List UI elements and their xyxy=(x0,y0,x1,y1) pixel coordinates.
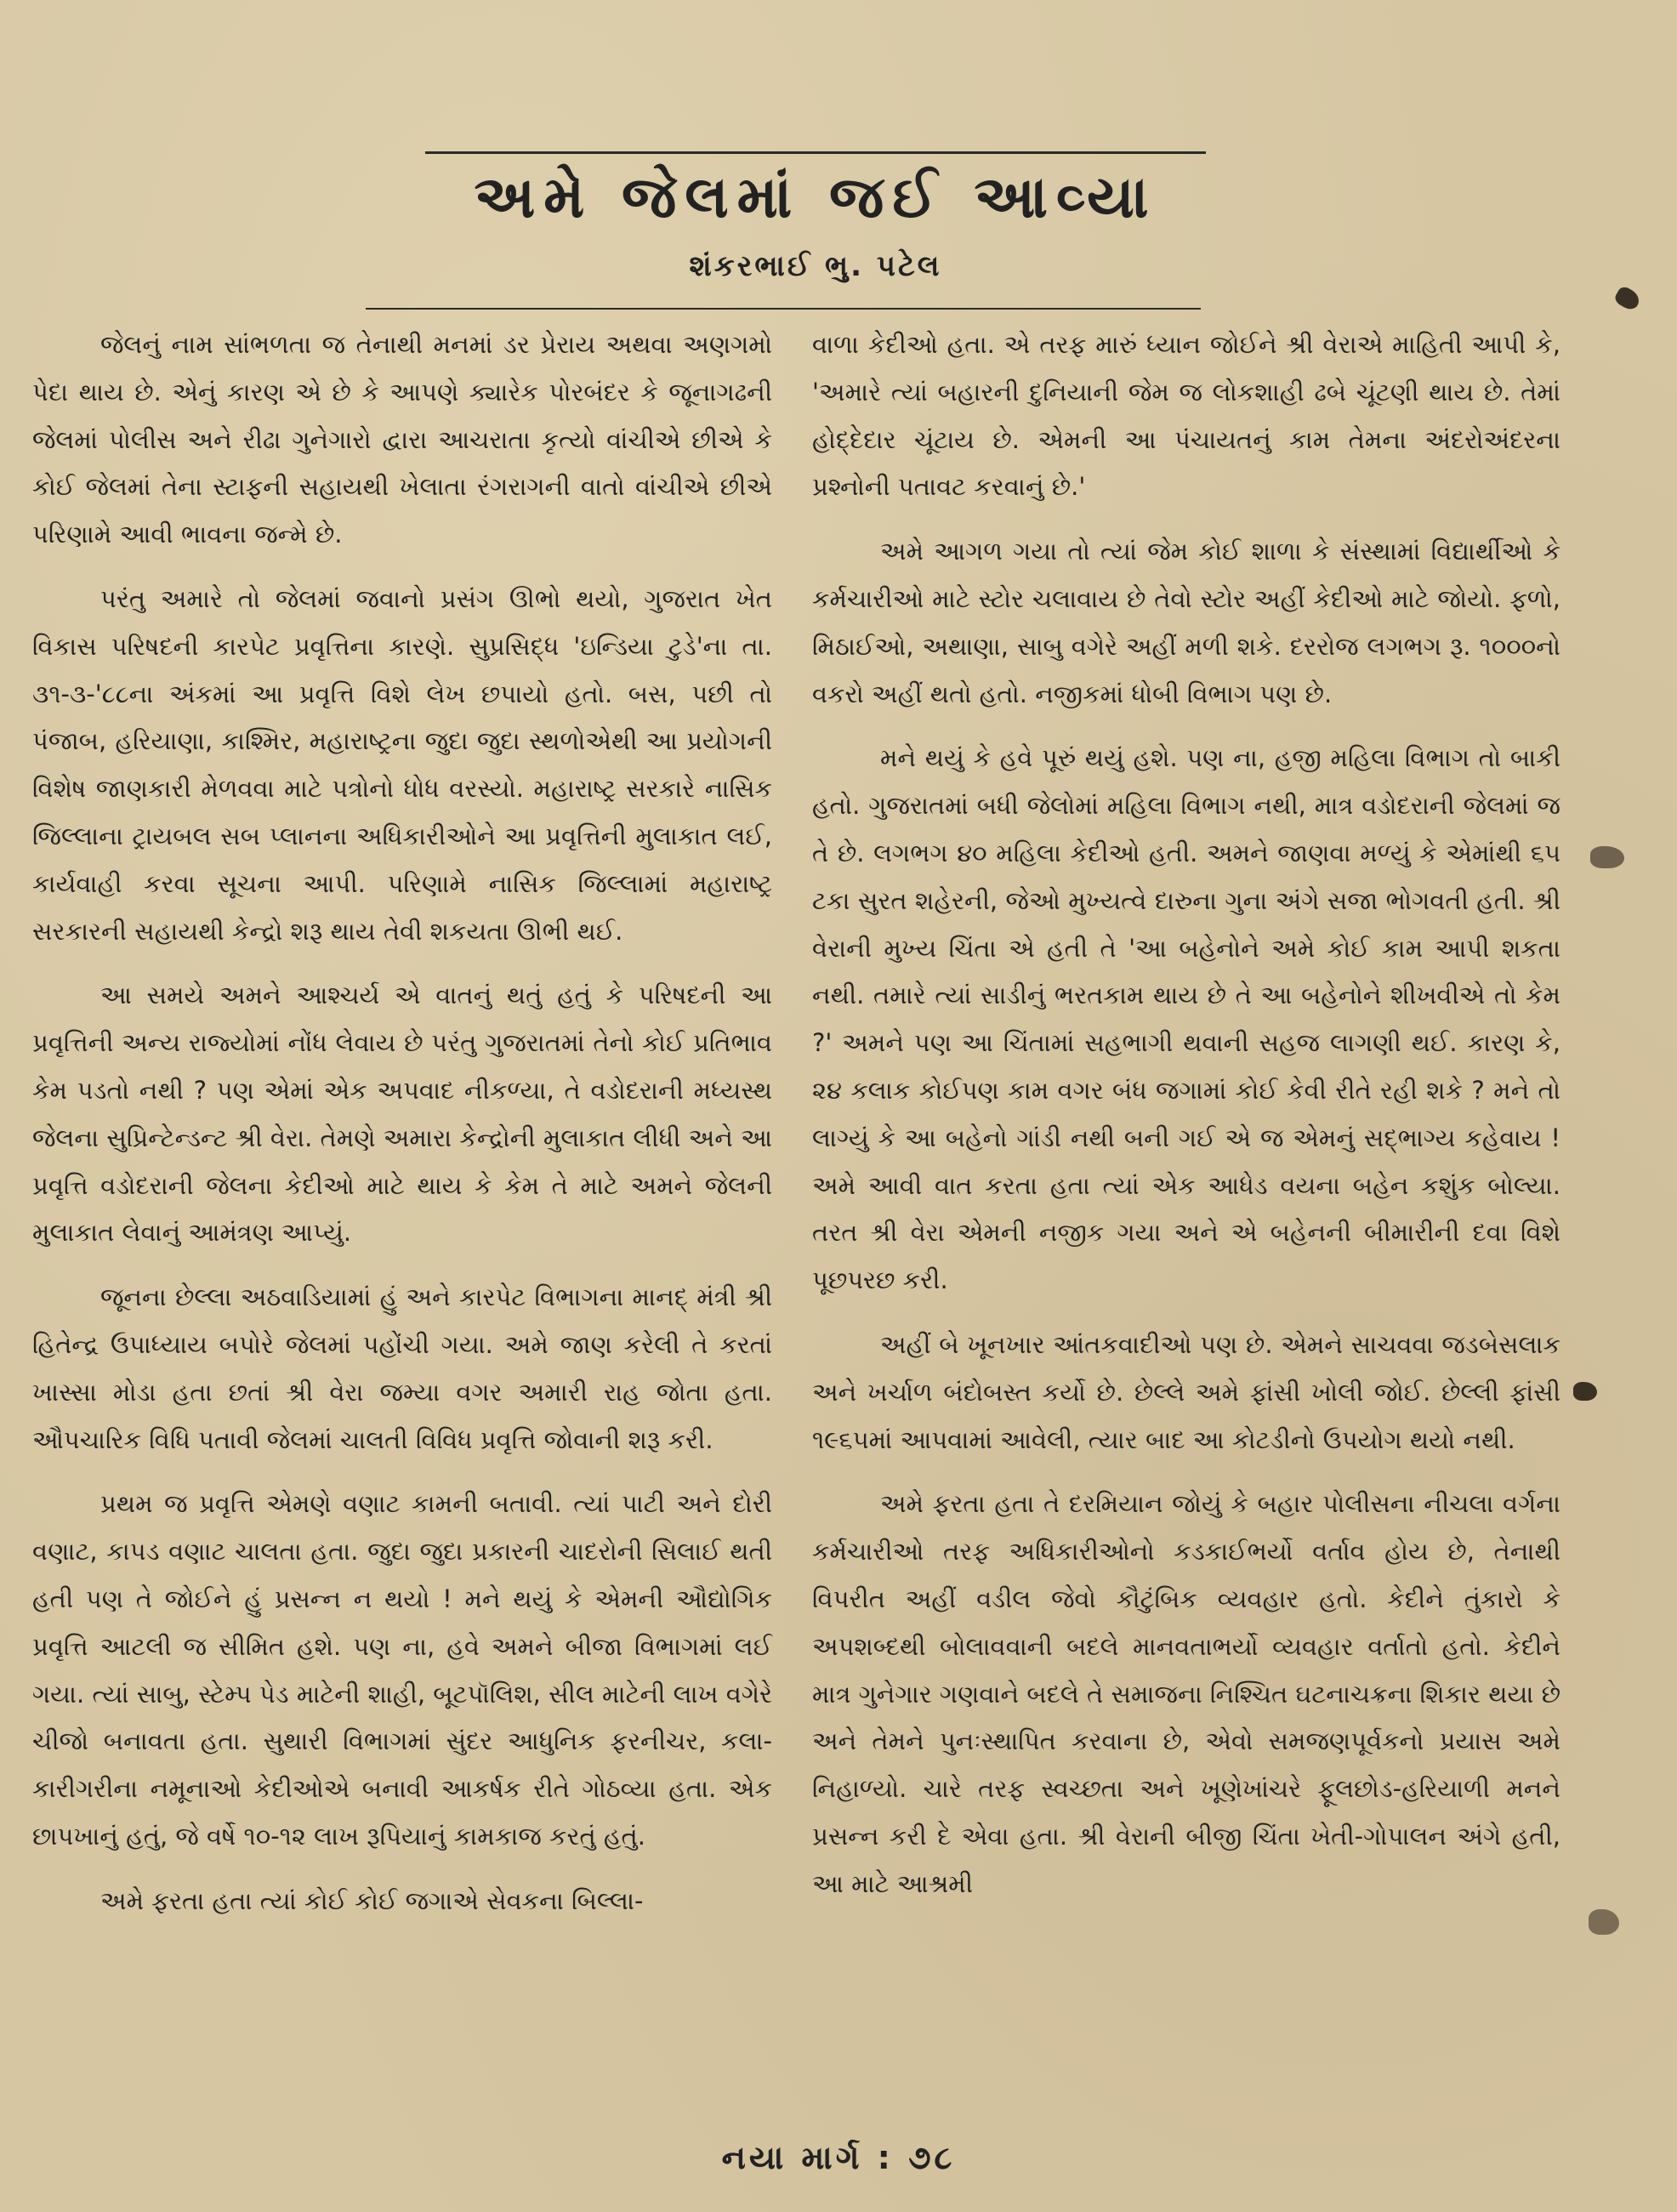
page-footer: નયા માર્ગ : ૭૮ xyxy=(721,2139,956,2176)
paragraph: જેલનું નામ સાંભળતા જ તેનાથી મનમાં ડર પ્રેરાય અથવા અણગમો પેદા થાય છે. એનું કારણ એ છે કે આપણે ક્યારેક પોરબંદર કે જૂનાગઢની જેલમાં પોલીસ અને રીઢા ગુનેગારો દ્વારા આચરાતા કૃત્યો વાંચીએ છીએ કે કોઈ જેલમાં તેના સ્ટાફની સહાયથી ખેલાતા રંગરાગની વાતો વાંચીએ છીએ પરિણામે આવી ભાવના જન્મે છે. xyxy=(32,330,772,549)
paragraph: અહીં બે ખૂનખાર આંતકવાદીઓ પણ છે. એમને સાચવવા જડબેસલાક અને ખર્ચાળ બંદોબસ્ત કર્યો છે. છેલ્લે અમે ફાંસી ખોલી જોઈ. છેલ્લી ફાંસી ૧૯૬૫માં આપવામાં આવેલી, ત્યાર બાદ આ કોટડીનો ઉપયોગ થયો નથી. xyxy=(812,1329,1560,1454)
paragraph: અમે આગળ ગયા તો ત્યાં જેમ કોઈ શાળા કે સંસ્થામાં વિદ્યાર્થીઓ કે કર્મચારીઓ માટે સ્ટોર ચલાવાય છે તેવો સ્ટોર અહીં કેદીઓ માટે જોયો. ફળો, મિઠાઈઓ, અથાણા, સાબુ વગેરે અહીં મળી શકે. દરરોજ લગભગ રૂ. ૧૦૦૦નો વકરો અહીં થતો હતો. નજીકમાં ધોબી વિભાગ પણ છે. xyxy=(812,537,1560,708)
article-author: શંકરભાઈ ભુ. પટેલ xyxy=(689,249,942,283)
paragraph: જૂનના છેલ્લા અઠવાડિયામાં હું અને કારપેટ વિભાગના માનદ્ મંત્રી શ્રી હિતેન્દ્ર ઉપાધ્યાય બપોરે જેલમાં પહોંચી ગયા. અમે જાણ કરેલી તે કરતાં ખાસ્સા મોડા હતા છતાં શ્રી વેરા જમ્યા વગર અમારી રાહ જોતા હતા. ઔપચારિક વિધિ પતાવી જેલમાં ચાલતી વિવિધ પ્રવૃત્તિ જોવાની શરૂ કરી. xyxy=(32,1282,772,1454)
right-column xyxy=(812,321,1560,1925)
title-bottom-rule xyxy=(366,308,1201,310)
paragraph: અમે ફરતા હતા ત્યાં કોઈ કોઈ જગાએ સેવકના બિલ્લા- xyxy=(100,1885,644,1915)
paper-damage-mark xyxy=(1612,284,1642,312)
paper-damage-mark xyxy=(1573,1382,1597,1401)
article-title: અમે જેલમાં જઈ આવ્યા xyxy=(474,164,1157,231)
paragraph: અમે ફરતા હતા તે દરમિયાન જોયું કે બહાર પોલીસના નીચલા વર્ગના કર્મચારીઓ તરફ અધિકારીઓનો કડકાઈભર્યો વર્તાવ હોય છે, તેનાથી વિપરીત અહીં વડીલ જેવો કૌટુંબિક વ્યવહાર હતો. કેદીને તુંકારો કે અપશબ્દથી બોલાવવાની બદલે માનવતાભર્યો વ્યવહાર વર્તાતો હતો. કેદીને માત્ર ગુનેગાર ગણવાને બદલે તે સમાજના નિશ્ચિત ઘટનાચક્રના શિકાર થયા છે અને તેમને પુનઃસ્થાપિત કરવાના છે, એવો સમજણપૂર્વકનો પ્રયાસ અમે નિહાળ્યો. ચારે તરફ સ્વચ્છતા અને ખૂણેખાંચરે ફૂલછોડ-હરિયાળી મનને પ્રસન્ન કરી દે એવા હતા. શ્રી વેરાની બીજી ચિંતા ખેતી-ગોપાલન અંગે હતી, આ માટે આશ્રમી xyxy=(812,1489,1560,1898)
paragraph: વાળા કેદીઓ હતા. એ તરફ મારું ધ્યાન જોઈને શ્રી વેરાએ માહિતી આપી કે, 'અમારે ત્યાં બહારની દુનિયાની જેમ જ લોકશાહી ઢબે ચૂંટણી થાય છે. તેમાં હોદ્દેદાર ચૂંટાય છે. એમની આ પંચાયતનું કામ તેમના અંદરોઅંદરના પ્રશ્નોની પતાવટ કરવાનું છે.' xyxy=(812,330,1560,502)
paragraph: પ્રથમ જ પ્રવૃત્તિ એમણે વણાટ કામની બતાવી. ત્યાં પાટી અને દોરી વણાટ, કાપડ વણાટ ચાલતા હતા. જુદા જુદા પ્રકારની ચાદરોની સિલાઈ થતી હતી પણ તે જોઈને હું પ્રસન્ન ન થયો ! મને થયું કે એમની ઔદ્યોગિક પ્રવૃત્તિ આટલી જ સીમિત હશે. પણ ના, હવે અમને બીજા વિભાગમાં લઈ ગયા. ત્યાં સાબુ, સ્ટેમ્પ પેડ માટેની શાહી, બૂટપૉલિશ, સીલ માટેની લાખ વગેરે ચીજો બનાવતા હતા. સુથારી વિભાગમાં સુંદર આધુનિક ફરનીચર, કલા-કારીગરીના નમૂનાઓ કેદીઓએ બનાવી આકર્ષક રીતે ગોઠવ્યા હતા. એક છાપખાનું હતું, જે વર્ષે ૧૦-૧૨ લાખ રૂપિયાનું કામકાજ કરતું હતું. xyxy=(32,1489,772,1851)
left-column xyxy=(32,321,772,1942)
paragraph: આ સમયે અમને આશ્ચર્ય એ વાતનું થતું હતું કે પરિષદની આ પ્રવૃત્તિની અન્ય રાજ્યોમાં નોંધ લેવાય છે પરંતુ ગુજરાતમાં તેનો કોઈ પ્રતિભાવ કેમ પડતો નથી ? પણ એમાં એક અપવાદ નીકળ્યા, તે વડોદરાની મધ્યસ્થ જેલના સુપ્રિન્ટેન્ડન્ટ શ્રી વેરા. તેમણે અમારા કેન્દ્રોની મુલાકાત લીધી અને આ પ્રવૃત્તિ વડોદરાની જેલના કેદીઓ માટે થાય કે કેમ તે માટે અમને જેલની મુલાકાત લેવાનું આમંત્રણ આપ્યું. xyxy=(32,981,772,1248)
paper-damage-mark xyxy=(1590,846,1624,868)
paragraph: મને થયું કે હવે પૂરું થયું હશે. પણ ના, હજી મહિલા વિભાગ તો બાકી હતો. ગુજરાતમાં બધી જેલોમાં મહિલા વિભાગ નથી, માત્ર વડોદરાની જેલમાં જ તે છે. લગભગ ૪૦ મહિલા કેદીઓ હતી. અમને જાણવા મળ્યું કે એમાંથી ૬૫ ટકા સુરત શહેરની, જેઓ મુખ્યત્વે દારુના ગુના અંગે સજા ભોગવતી હતી. શ્રી વેરાની મુખ્ય ચિંતા એ હતી તે 'આ બહેનોને અમે કોઈ કામ આપી શકતા નથી. તમારે ત્યાં સાડીનું ભરતકામ થાય છે તે આ બહેનોને શીખવીએ તો કેમ ?' અમને પણ આ ચિંતામાં સહભાગી થવાની સહજ લાગણી થઈ. કારણ કે, ૨૪ કલાક કોઈપણ કામ વગર બંધ જગામાં કોઈ કેવી રીતે રહી શકે ? મને તો લાગ્યું કે આ બહેનો ગાંડી નથી બની ગઈ એ જ એમનું સદ્‌ભાગ્ય કહેવાય ! અમે આવી વાત કરતા હતા ત્યાં એક આધેડ વયના બહેન કશુંક બોલ્યા. તરત શ્રી વેરા એમની નજીક ગયા અને એ બહેનની બીમારીની દવા વિશે પૂછપરછ કરી. xyxy=(812,743,1560,1295)
paper-damage-mark xyxy=(1589,1909,1619,1935)
title-top-rule xyxy=(425,151,1206,154)
paragraph: પરંતુ અમારે તો જેલમાં જવાનો પ્રસંગ ઊભો થયો, ગુજરાત ખેત વિકાસ પરિષદની કારપેટ પ્રવૃત્તિના કારણે. સુપ્રસિદ્ધ 'ઇન્ડિયા ટુડે'ના તા. ૩૧-૩-'૮૮ના અંકમાં આ પ્રવૃત્તિ વિશે લેખ છપાયો હતો. બસ, પછી તો પંજાબ, હરિયાણા, કાશ્મિર, મહારાષ્ટ્રના જુદા જુદા સ્થળોએથી આ પ્રયોગની વિશેષ જાણકારી મેળવવા માટે પત્રોનો ધોધ વરસ્યો. મહારાષ્ટ્ર સરકારે નાસિક જિલ્લાના ટ્રાયબલ સબ પ્લાનના અધિકારીઓને આ પ્રવૃત્તિની મુલાકાત લઈ, કાર્યવાહી કરવા સૂચના આપી. પરિણામે નાસિક જિલ્લામાં મહારાષ્ટ્ર સરકારની સહાયથી કેન્દ્રો શરૂ થાય તેવી શકયતા ઊભી થઈ. xyxy=(32,583,772,946)
